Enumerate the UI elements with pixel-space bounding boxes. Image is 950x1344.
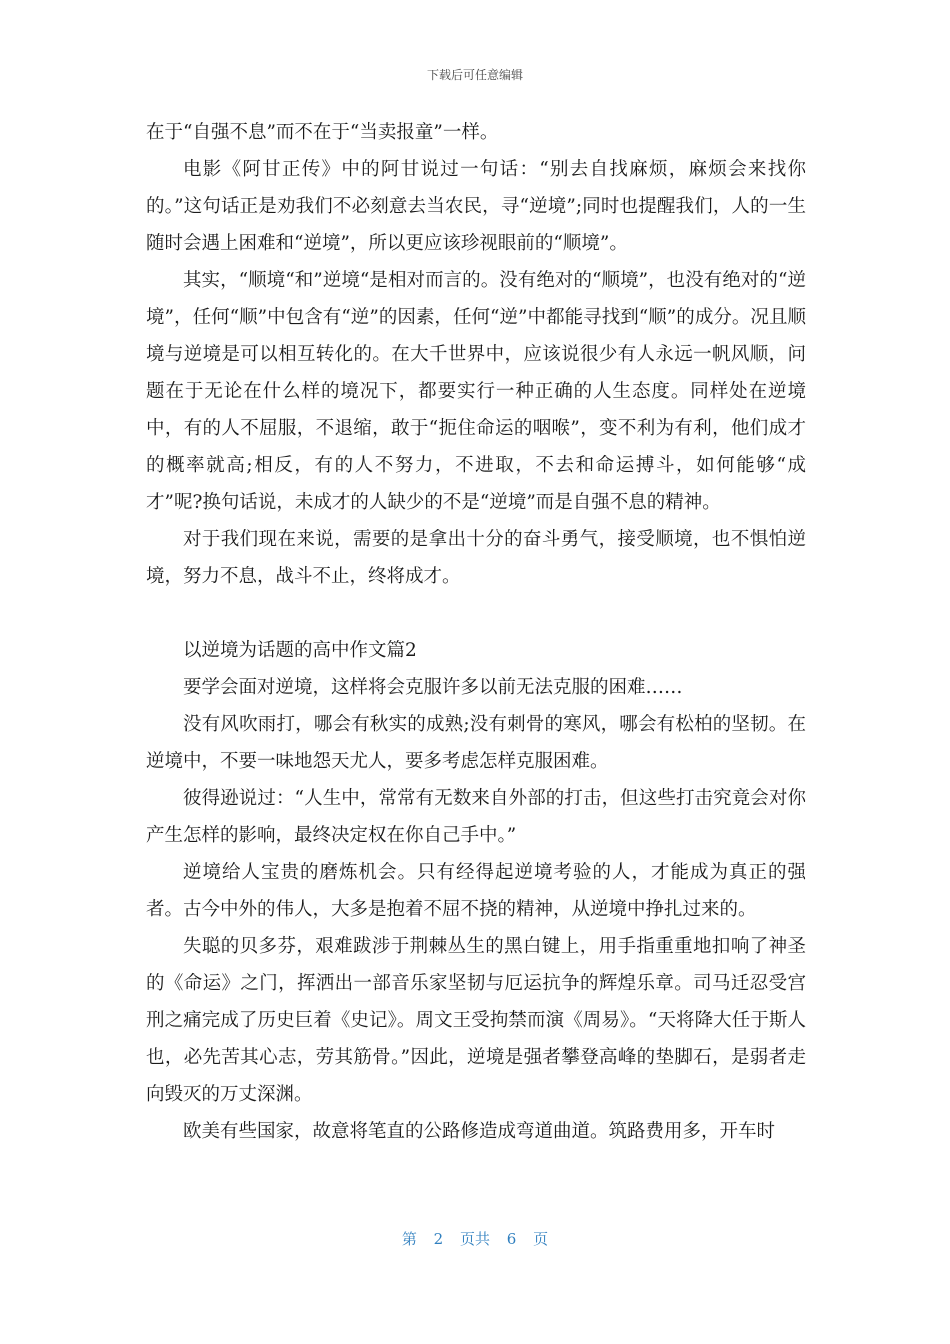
- paragraph: 在于“自强不息”而不在于“当卖报童”一样。: [146, 122, 499, 143]
- paragraph: 没有风吹雨打，哪会有秋实的成熟;没有刺骨的寒风，哪会有松柏的坚韧。在逆境中，不要一味地怨天尤人，要多考虑怎样克服困难。: [146, 714, 806, 772]
- paragraph: 对于我们现在来说，需要的是拿出十分的奋斗勇气，接受顺境，也不惧怕逆境，努力不息，战斗不止，终将成才。: [146, 529, 806, 587]
- paragraph: 失聪的贝多芬，艰难跋涉于荆棘丛生的黑白键上，用手指重重地扣响了神圣的《命运》之门，挥洒出一部音乐家坚韧与厄运抗争的辉煌乐章。司马迁忍受宫刑之痛完成了历史巨着《史记》。周文王受拘禁而演《周易》。“天将降大任于斯人也，必先苦其心志，劳其筋骨。”因此，逆境是强者攀登高峰的垫脚石，是弱者走向毁灭的万丈深渊。: [146, 936, 806, 1105]
- page-number-footer: 第 2 页共 6 页: [401, 1230, 549, 1248]
- paragraph: 其实，“顺境“和”逆境“是相对而言的。没有绝对的“顺境”，也没有绝对的“逆境”，任何“顺”中包含有“逆”的因素，任何“逆”中都能寻找到“顺”的成分。况且顺境与逆境是可以相互转化的。在大千世界中，应该说很少有人永远一帆风顺，问题在于无论在什么样的境况下，都要实行一种正确的人生态度。同样处在逆境中，有的人不屈服，不退缩，敢于“扼住命运的咽喉”，变不利为有利，他们成才的概率就高;相反，有的人不努力，不进取，不去和命运搏斗，如何能够“成才”呢?换句话说，未成才的人缺少的不是“逆境”而是自强不息的精神。: [146, 270, 806, 513]
- paragraph: 欧美有些国家，故意将笔直的公路修造成弯道曲道。筑路费用多，开车时: [183, 1121, 776, 1142]
- document-body: [146, 114, 806, 1150]
- paragraph: 电影《阿甘正传》中的阿甘说过一句话：“别去自找麻烦，麻烦会来找你的。”这句话正是劝我们不必刻意去当农民，寻“逆境”;同时也提醒我们，人的一生随时会遇上困难和“逆境”，所以更应该珍视眼前的“顺境”。: [146, 159, 806, 254]
- section-heading: 以逆境为话题的高中作文篇2: [183, 640, 417, 661]
- paragraph: 要学会面对逆境，这样将会克服许多以前无法克服的困难……: [183, 677, 683, 698]
- paragraph: 逆境给人宝贵的磨炼机会。只有经得起逆境考验的人，才能成为真正的强者。古今中外的伟人，大多是抱着不屈不挠的精神，从逆境中挣扎过来的。: [146, 862, 806, 920]
- paragraph: 彼得逊说过：“人生中，常常有无数来自外部的打击，但这些打击究竟会对你产生怎样的影响，最终决定权在你自己手中。”: [146, 788, 806, 846]
- page-header: 下载后可任意编辑: [426, 68, 523, 82]
